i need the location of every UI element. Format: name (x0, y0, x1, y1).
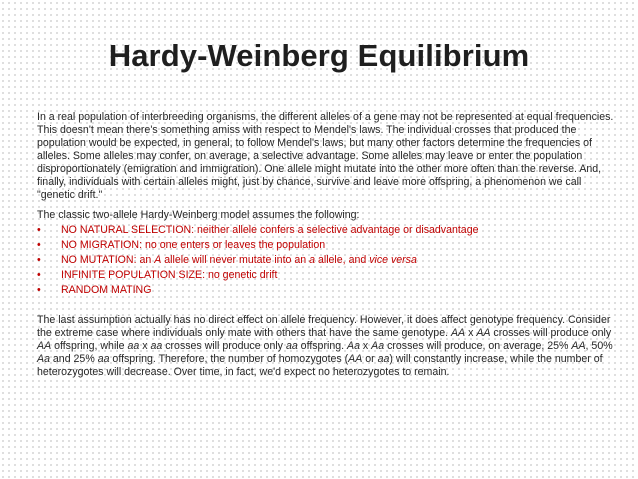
assumption-migration: NO MIGRATION: no one enters or leaves the population (61, 239, 326, 251)
bullet-icon: • (37, 284, 41, 296)
list-item (37, 253, 622, 268)
slide-title: Hardy-Weinberg Equilibrium (108, 38, 530, 73)
assumption-mating: RANDOM MATING (61, 284, 152, 296)
list-item (37, 238, 622, 253)
list-item (37, 223, 622, 238)
bullet-icon: • (37, 239, 41, 251)
assumptions-list (37, 223, 622, 298)
assumption-mutation: NO MUTATION: an A allele will never mutate into an a allele, and vice versa (61, 254, 417, 266)
intro-paragraph: In a real population of interbreeding organisms, the different alleles of a gene may not be represented at equal frequencies. This doesn't mean there's something amiss with respect to Mendel's laws. The individual crosses that produced the population would be expected, in general, to follow Mendel's laws, but many other factors determine the frequencies of alleles. Some alleles may confer, on average, a selective advantage. Some alleles may leave or enter the population disproportionately (emigration and immigration). One allele might mutate into the other more often than the reverse. And, finally, individuals with certain alleles might, just by chance, survive and leave more offspring, a phenomenon we call "genetic drift." (37, 111, 614, 201)
bullet-icon: • (37, 269, 41, 281)
closing-paragraph: The last assumption actually has no direct effect on allele frequency. However, it does affect genotype frequency. Consider the extreme case where individuals only mate with others that have the same genotype. AA x AA crosses will produce only AA offspring, while aa x aa crosses will produce only aa offspring. Aa x Aa crosses will produce, on average, 25% AA, 50% Aa and 25% aa offspring. Therefore, the number of homozygotes (AA or aa) will constantly increase, while the number of heterozygotes will decrease. Over time, in fact, we'd expect no heterozygotes to remain. (37, 314, 613, 378)
assumption-size: INFINITE POPULATION SIZE: no genetic drift (61, 269, 278, 281)
slide-body (37, 111, 622, 379)
list-item (37, 268, 622, 283)
bullet-icon: • (37, 224, 41, 236)
assumption-selection: NO NATURAL SELECTION: neither allele confers a selective advantage or disadvantage (61, 224, 479, 236)
list-item (37, 283, 622, 298)
assumptions-lead: The classic two-allele Hardy-Weinberg model assumes the following: (37, 209, 360, 221)
bullet-icon: • (37, 254, 41, 266)
